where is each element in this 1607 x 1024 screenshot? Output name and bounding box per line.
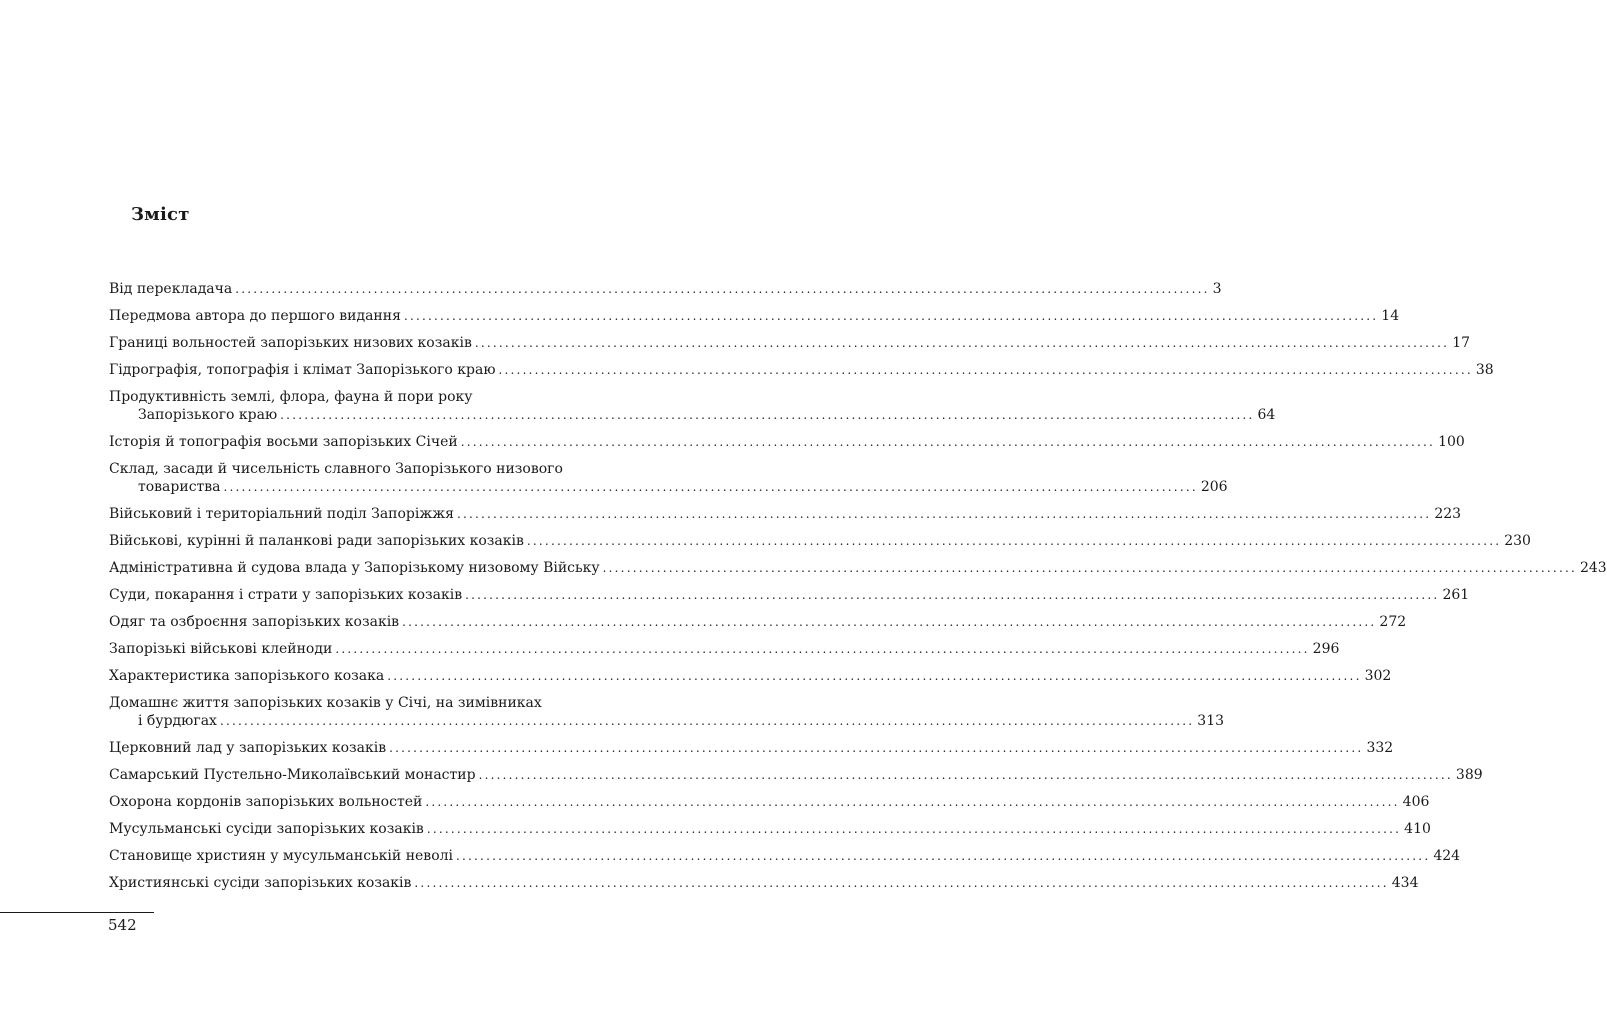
toc-entry-title: Домашнє життя запорізьких козаків у Січі, на зимівниках xyxy=(109,695,542,711)
dot-leader xyxy=(414,874,1388,892)
toc-entry xyxy=(109,766,1483,784)
toc-page-number: 206 xyxy=(1200,479,1228,495)
toc-page-number: 424 xyxy=(1433,848,1461,864)
dot-leader xyxy=(402,613,1376,631)
dot-leader xyxy=(235,280,1209,298)
toc-entry xyxy=(109,640,1340,658)
toc-entry-title: Історія й топографія восьми запорізьких Січей xyxy=(109,434,458,450)
toc-entry-title: Адміністративна й судова влада у Запорізькому низовому Війську xyxy=(109,560,600,576)
toc-entry xyxy=(109,820,1431,838)
dot-leader xyxy=(427,820,1401,838)
toc-page-number: 332 xyxy=(1366,740,1394,756)
toc-entry-title: Одяг та озброєння запорізьких козаків xyxy=(109,614,400,630)
toc-entry xyxy=(109,694,1225,730)
toc-entry xyxy=(109,559,1607,577)
toc-page-number: 100 xyxy=(1438,434,1465,450)
dot-leader xyxy=(499,361,1473,379)
dot-leader xyxy=(389,739,1363,757)
toc-page-number: 410 xyxy=(1404,821,1431,837)
dot-leader xyxy=(425,793,1399,811)
toc-page-number: 243 xyxy=(1579,560,1607,576)
toc-page-number: 3 xyxy=(1212,281,1222,297)
toc-entry-title: Запорізького краю xyxy=(138,407,278,423)
toc-entry-title: товариства xyxy=(138,479,221,495)
toc-entry xyxy=(109,307,1400,325)
toc-entry-title: Гідрографія, топографія і клімат Запорізького краю xyxy=(109,362,496,378)
toc-entry xyxy=(109,874,1419,892)
toc-page-number: 64 xyxy=(1257,407,1276,423)
footer-rule xyxy=(0,912,154,913)
dot-leader xyxy=(220,712,1194,730)
toc-entry xyxy=(109,793,1430,811)
toc-entry-title: Становище християн у мусульманській неволі xyxy=(109,848,453,864)
toc-entry-title: Границі вольностей запорізьких низових козаків xyxy=(109,335,472,351)
toc-entry xyxy=(109,460,1228,496)
toc-entry xyxy=(109,613,1407,631)
table-of-contents xyxy=(109,280,1607,901)
toc-page-number: 302 xyxy=(1364,668,1392,684)
toc-entry-title: Передмова автора до першого видання xyxy=(109,308,401,324)
toc-page-number: 272 xyxy=(1379,614,1407,630)
toc-entry xyxy=(109,388,1276,424)
dot-leader xyxy=(335,640,1309,658)
toc-entry-title: Військові, курінні й паланкові ради запорізьких козаків xyxy=(109,533,524,549)
toc-page-number: 223 xyxy=(1434,506,1462,522)
dot-leader xyxy=(479,766,1453,784)
toc-page-number: 230 xyxy=(1504,533,1531,549)
toc-entry xyxy=(109,505,1462,523)
dot-leader xyxy=(527,532,1501,550)
page-title: Зміст xyxy=(131,204,190,225)
toc-page-number: 261 xyxy=(1442,587,1470,603)
dot-leader xyxy=(457,505,1431,523)
toc-entry-title: Християнські сусіди запорізьких козаків xyxy=(109,875,412,891)
dot-leader xyxy=(280,406,1254,424)
toc-entry xyxy=(109,532,1531,550)
toc-entry-title: Склад, засади й чисельність славного Запорізького низового xyxy=(109,461,563,477)
toc-entry xyxy=(109,280,1222,298)
toc-entry xyxy=(109,361,1494,379)
toc-page-number: 296 xyxy=(1312,641,1340,657)
toc-entry xyxy=(109,586,1470,604)
toc-page-number: 406 xyxy=(1402,794,1430,810)
dot-leader xyxy=(224,478,1198,496)
dot-leader xyxy=(603,559,1577,577)
toc-entry-title: Суди, покарання і страти у запорізьких козаків xyxy=(109,587,463,603)
toc-entry-title: Характеристика запорізького козака xyxy=(109,668,385,684)
toc-entry-title: Від перекладача xyxy=(109,281,233,297)
toc-entry-title: Охорона кордонів запорізьких вольностей xyxy=(109,794,423,810)
toc-entry-title: Запорізькі військові клейноди xyxy=(109,641,333,657)
toc-page-number: 313 xyxy=(1197,713,1225,729)
toc-entry-title: Військовий і територіальний поділ Запоріжжя xyxy=(109,506,454,522)
dot-leader xyxy=(465,586,1439,604)
toc-page-number: 38 xyxy=(1475,362,1494,378)
page-number: 542 xyxy=(108,916,137,934)
toc-page-number: 14 xyxy=(1381,308,1400,324)
toc-page-number: 17 xyxy=(1452,335,1471,351)
toc-entry xyxy=(109,433,1465,451)
toc-entry xyxy=(109,739,1394,757)
toc-entry-title: і бурдюгах xyxy=(138,713,217,729)
toc-entry-title: Самарський Пустельно-Миколаївський монастир xyxy=(109,767,476,783)
toc-entry xyxy=(109,334,1471,352)
toc-entry-title: Церковний лад у запорізьких козаків xyxy=(109,740,387,756)
toc-page-number: 434 xyxy=(1391,875,1419,891)
toc-entry-title: Мусульманські сусіди запорізьких козаків xyxy=(109,821,424,837)
toc-entry xyxy=(109,667,1392,685)
dot-leader xyxy=(456,847,1430,865)
dot-leader xyxy=(387,667,1361,685)
dot-leader xyxy=(461,433,1435,451)
toc-entry-title: Продуктивність землі, флора, фауна й пори року xyxy=(109,389,473,405)
dot-leader xyxy=(475,334,1449,352)
toc-entry xyxy=(109,847,1461,865)
toc-page-number: 389 xyxy=(1455,767,1483,783)
dot-leader xyxy=(404,307,1378,325)
